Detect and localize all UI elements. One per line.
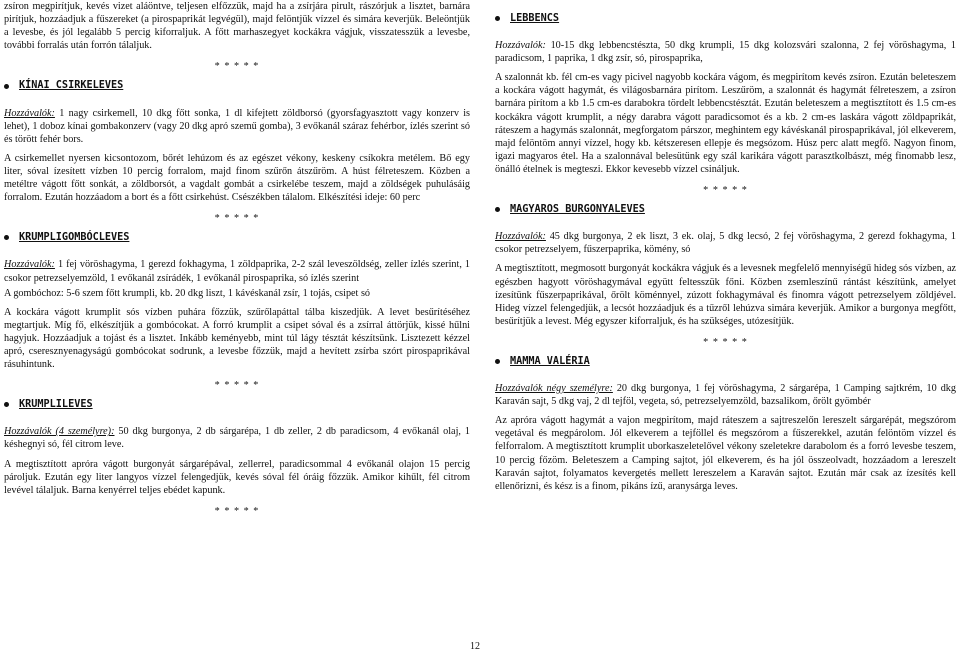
ingredients-label: Hozzávalók: <box>4 107 55 119</box>
method-paragraph: A csirkemellet nyersen kicsontozom, bőrét lehúzom és az egészet vékony, keskeny csíkokra metélem. Bő egy liter, sóval ízesített vízben 10 percig forralom, majd finom szűrőn átszűröm. A húst félreteszem. Közben a metéltre vágott főtt sonkát, a zöldborsót, a vagdalt gombát a csirkelébe teszem, majd a zöldségek puhulásáig forralom. Ezután hozzáadom a bort és a főtt csirkehúst. Csészékben tálalom. Elkészítési ideje: 60 perc <box>4 152 470 204</box>
ingredients-paragraph <box>495 39 956 65</box>
ingredients-label: Hozzávalók: <box>495 231 546 243</box>
recipe-heading-lebbencs <box>495 12 956 25</box>
section-separator: * * * * * <box>214 61 260 73</box>
method-paragraph: A kockára vágott krumplit sós vízben puhára főzzük, szűrőlapáttal tálba kiszedjük. A levet besűrítéséhez megtartjuk. Míg fő, elkészítjük a gombócokat. A forró krumplit a csipet sóval és a zsírral áttörjük, kissé hűlni hagyjuk. Hozzáadjuk a tojást és a lisztet. Inkább keményebb, mint túl lágy tésztát készítsünk. Lisztezett kézzel apró, cseresznyenagyságú gombócokat sodrunk, a levesbe főzzük, majd a hevített zsírba szórt pirospaprikával rásuhintunk. <box>4 306 470 371</box>
recipe-heading-valeria <box>495 355 956 368</box>
ingredients-paragraph <box>495 230 956 256</box>
ingredients-label: Hozzávalók: <box>495 40 546 52</box>
bullet-icon <box>495 207 500 212</box>
ingredients-text: 1 nagy csirkemell, 10 dkg főtt sonka, 1 dl kifejtett zöldborsó (gyorsfagyasztott vagy konzerv is lehet), 1 doboz kínai gombakonzerv (vagy 20 dkg apró szemű gomba), 3 evőkanál száraz fehérbor, ízlés szerint só és törött fehér bors. <box>4 107 470 145</box>
method-paragraph: A szalonnát kb. fél cm-es vagy picivel nagyobb kockára vágom, és megpirítom kevés zsíron. Ezután beleteszem a kockára vágott hagymát, és világosbarnára pirítom. Leszűröm, a szalonnát és hagymát félreteszem, a zsíron barnára pirítom a kb 1.5 cm-es darabokra tördelt lebbencstésztát. Ezután beleteszem a megtisztított és 1.5 cm-es kockákra vágott krumplit, a négy darabra vágott paradicsomot és a kb. 2 cm-es laskára vágott zöldpaprikát, ráteszem a hagymás szalonnát, megforgatom párszor, meghintem egy kávéskanál pirospaprikával, jól elkeverem, majd felöntöm annyi vízzel, hogy kb. kétszeresen ellepje és megsózom. Húsz perc alatt megfő. Nagyon finom, igazi magyaros étel. Ha a szalonnával belesütünk egy szál karikára vágott parasztkolbászt, még finomabb lesz, önálló ételnek is megteszi. Ekkor kevesebb vízzel csináljuk. <box>495 72 956 175</box>
recipe-heading-burgonya <box>495 203 956 216</box>
ingredients-text: 10-15 dkg lebbencstészta, 50 dkg krumpli, 15 dkg kolozsvári szalonna, 2 fej vöröshagyma, 1 paradicsom, 1 paprika, 1 dkg zsír, só, pirospaprika, <box>495 40 956 65</box>
section-separator: * * * * * <box>214 213 260 225</box>
ingredients-paragraph <box>4 258 470 284</box>
page-number: 12 <box>470 641 480 652</box>
ingredients-paragraph <box>4 425 470 451</box>
ingredients-text: 50 dkg burgonya, 2 db sárgarépa, 1 db zeller, 2 db paradicsom, 4 evőkanál olaj, 1 késhegnyi só, fél citrom leve. <box>4 426 470 451</box>
ingredients-paragraph <box>4 107 470 146</box>
left-column <box>4 0 470 524</box>
intro-paragraph: zsíron megpirítjuk, kevés vizet aláöntve, teljesen elfőzzük, majd ha a zsírjára pirult, rászórjuk a lisztet, barnára pirítjuk, hozzáadjuk a fűszereket (a pirospaprikát legvégül), majd felöntjük vízzel és simára keverjük. Beleöntjük a levesbe, és jól legalább 5 percig kiforraljuk. A főtt marhaszegyet kockákra vágjuk, visszatesszük a levesbe, további forralás után forrón tálaljuk. <box>4 1 470 52</box>
recipe-title: KRUMPLILEVES <box>19 399 93 411</box>
recipe-heading-kinai <box>4 79 470 92</box>
bullet-icon <box>495 16 500 21</box>
section-separator: * * * * * <box>214 380 260 392</box>
method-paragraph: A megtisztított, megmosott burgonyát kockákra vágjuk és a levesnek megfelelő mennyiségű hideg sós vízben, az egészben hagyott vöröshagymával együtt feltesszük főni. Közben zsemleszínű rántást készítünk, amelyet ízesítünk fűszerpaprikával, őrölt köménnyel, zúzott fokhagymával és finomra vágott petrezselyem zöldjével. Hideg vízzel felengedjük, a lecsót hozzáadjuk és a tűzről lehúzva simára keverjük. Amikor a burgonya megfőtt, besűrítjük a levest. Még egyszer kiforraljuk, és ha szükséges, utózesítjük. <box>495 263 956 327</box>
method-paragraph: Az apróra vágott hagymát a vajon megpirítom, majd ráteszem a sajtreszelőn lereszelt sárgarépát, megszórom vegetával és megpárolom. Jól elkeverem a tejföllel és megszórom a fűszerekkel, azután felöntöm vízzel és felforralom. A megtisztított krumplit uborkaszeletelővel vékony szeletekre darabolom és a forró levesbe teszem, 10 percig főzöm. Beleteszem a Camping sajtot, jól elkeverem, és ha jól összeolvadt, hozzáadom a lereszelt Karaván sajtot, folyamatos kevergetés mellett lereszelem a Karaván sajtot. Ezután már csak az ízesítés kell ellenőrizni, és kész is a finom, pikáns ízű, aranysárga leves. <box>495 415 956 492</box>
recipe-title: MAMMA VALÉRIA <box>510 355 590 367</box>
recipe-title: KÍNAI CSIRKELEVES <box>19 80 124 92</box>
ingredients-paragraph <box>495 382 956 408</box>
recipe-title: LEBBENCS <box>510 13 560 24</box>
recipe-title: MAGYAROS BURGONYALEVES <box>510 204 645 216</box>
ingredients-text: 45 dkg burgonya, 2 ek liszt, 3 ek. olaj, 5 dkg lecsó, 2 fej vöröshagyma, 2 gerezd fokhagyma, 1 csokor petrezselyem, fűszerpaprika, kömény, só <box>495 231 956 256</box>
section-separator: * * * * * <box>703 336 748 348</box>
recipe-heading-krumplileves <box>4 398 470 411</box>
ingredients-label: Hozzávalók négy személyre: <box>495 383 613 395</box>
right-column <box>495 0 956 499</box>
section-separator: * * * * * <box>214 505 260 517</box>
ingredients-text: 1 fej vöröshagyma, 1 gerezd fokhagyma, 1 zöldpaprika, 2-2 szál leveszöldség, zeller ízlés szerint, 1 csokor petrezselyemzöld, 1 evőkanál zsírádék, 1 evőkanál pirospaprika, só ízlés szerint <box>4 259 470 284</box>
recipe-title: KRUMPLIGOMBÓCLEVES <box>19 232 130 244</box>
section-separator: * * * * * <box>703 185 748 197</box>
ingredients-label: Hozzávalók: <box>4 259 55 271</box>
bullet-icon <box>4 235 9 240</box>
recipe-heading-krumpligomboc <box>4 231 470 244</box>
ingredients-label: Hozzávalók (4 személyre): <box>4 426 115 438</box>
bullet-icon <box>4 84 9 89</box>
bullet-icon <box>495 359 500 364</box>
method-paragraph: A megtisztított apróra vágott burgonyát sárgarépával, zellerrel, paradicsommal 4 evőkanál olajon 15 percig pároljuk. Ezután egy liter langyos vízzel felengedjük, kevés sóval fél óráig főzzük. Amikor kihűlt, fél citrom levével tálaljuk. Barna kenyérrel teljes ebédet kapunk. <box>4 458 470 496</box>
dumpling-ingredients: A gombóchoz: 5-6 szem főtt krumpli, kb. 20 dkg liszt, 1 kávéskanál zsír, 1 tojás, csipet só <box>4 287 370 299</box>
ingredients-text: 20 dkg burgonya, 1 fej vöröshagyma, 2 sárgarépa, 1 Camping sajtkrém, 10 dkg Karaván sajt, 5 dkg vaj, 2 dl tejföl, vegeta, só, petrezselyemzöld, bazsalikom, őrölt gyömbér <box>495 383 956 408</box>
bullet-icon <box>4 402 9 407</box>
